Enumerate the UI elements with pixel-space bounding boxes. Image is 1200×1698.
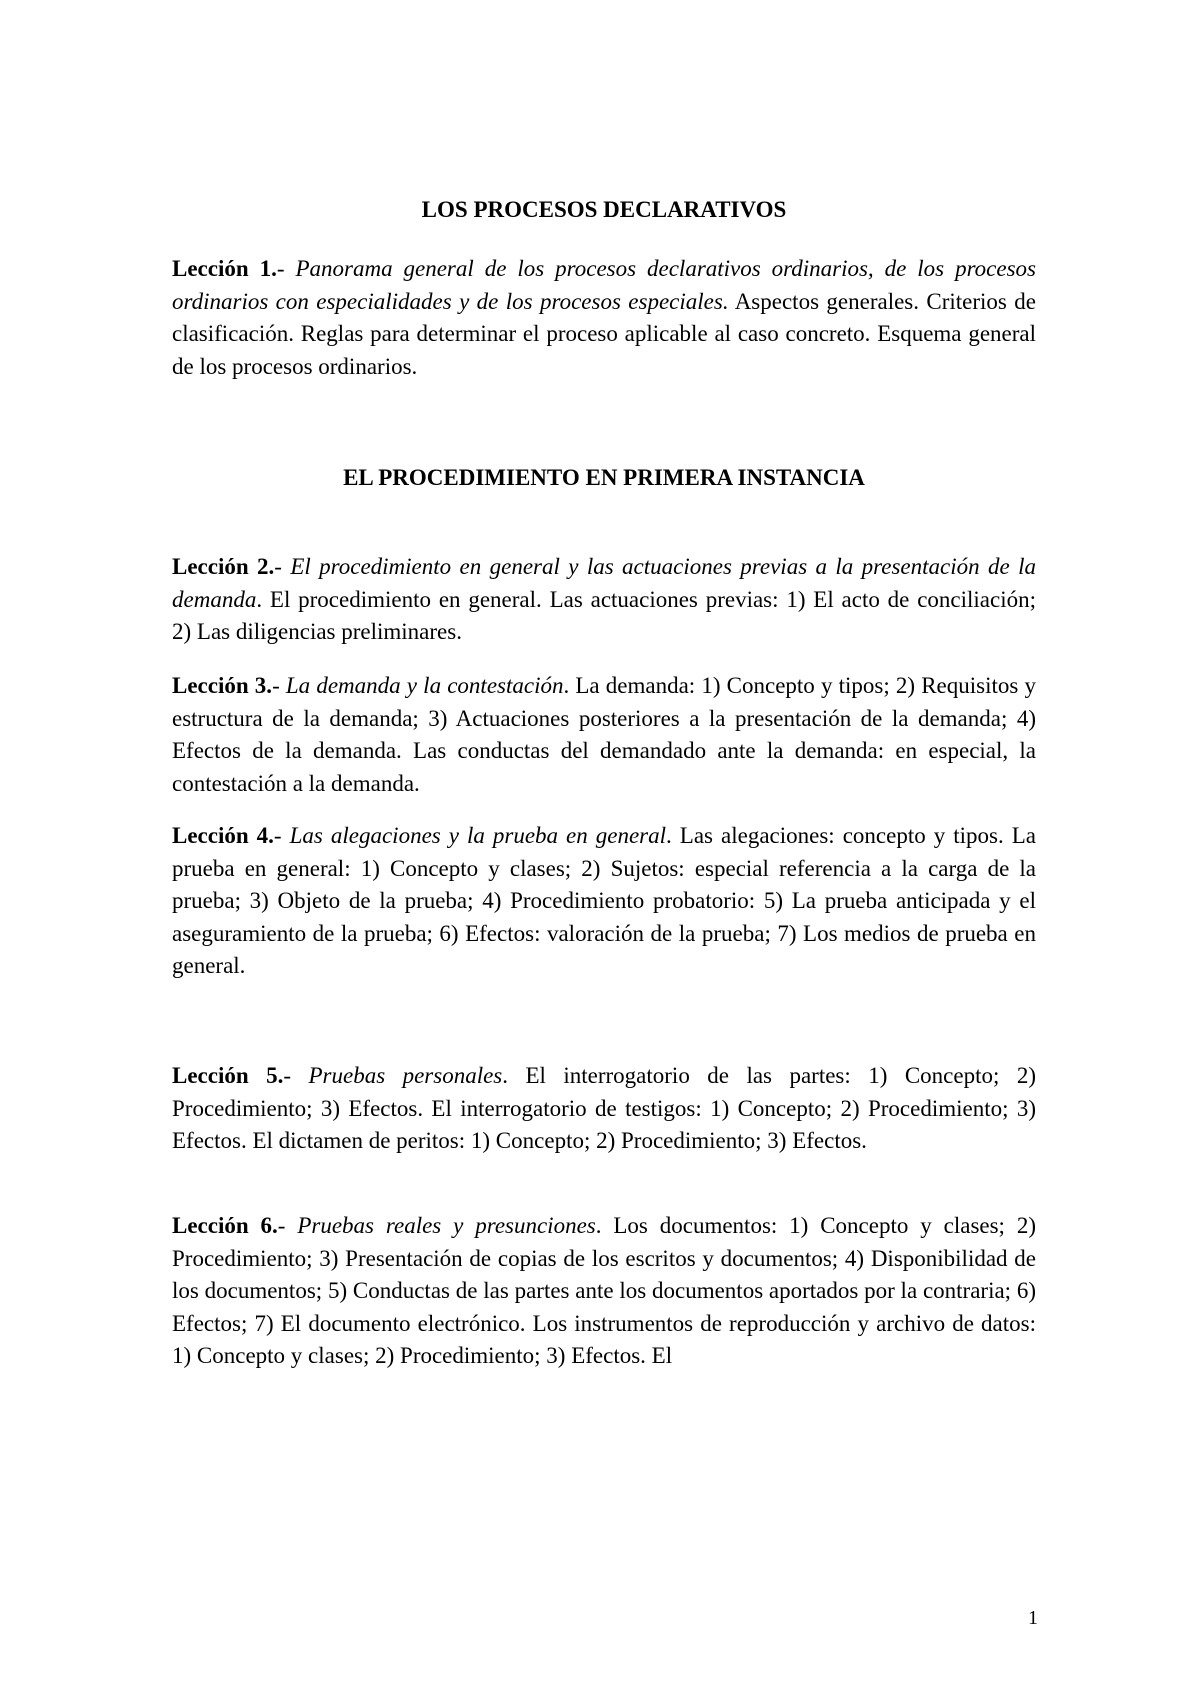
lesson-2-label: Lección 2. — [172, 554, 275, 579]
lesson-4-topic: Las alegaciones y la prueba en general — [289, 823, 667, 848]
lesson-2 — [172, 551, 1036, 649]
lesson-1-topic: Panorama general de los procesos declarativos ordinarios, de los procesos ordinarios con especialidades y de los procesos especiales. — [172, 256, 1036, 314]
lesson-6-body: . Los documentos: 1) Concepto y clases; 2) Procedimiento; 3) Presentación de copias de los escritos y documentos; 4) Disponibilidad de los documentos; 5) Conductas de las partes ante los documentos aportados por la contraria; 6) Efectos; 7) El documento electrónico. Los instrumentos de reproducción y archivo de datos: 1) Concepto y clases; 2) Procedimiento; 3) Efectos. El — [172, 1213, 1036, 1368]
lesson-3-body: . La demanda: 1) Concepto y tipos; 2) Requisitos y estructura de la demanda; 3) Actuaciones posteriores a la presentación de la demanda; 4) Efectos de la demanda. Las conductas del demandado ante la demanda: en especial, la contestación a la demanda. — [172, 673, 1036, 796]
lesson-5-topic: Pruebas personales — [308, 1063, 503, 1088]
lesson-2-dash: - — [274, 554, 291, 579]
lesson-5-dash: - — [283, 1063, 309, 1088]
lesson-5 — [172, 1060, 1036, 1158]
section-title: EL PROCEDIMIENTO EN PRIMERA INSTANCIA — [343, 465, 865, 490]
lesson-3 — [172, 670, 1036, 800]
lesson-5-label: Lección 5. — [172, 1063, 284, 1088]
lesson-3-label: Lección 3. — [172, 673, 273, 698]
page-number: 1 — [1028, 1607, 1038, 1629]
lesson-2-body: . El procedimiento en general. Las actuaciones previas: 1) El acto de conciliación; 2) Las diligencias preliminares. — [172, 586, 1036, 644]
lesson-1-dash: - — [276, 256, 296, 281]
lesson-4-dash: - — [273, 823, 290, 848]
lesson-1 — [172, 253, 1036, 383]
lesson-1-label: Lección 1. — [172, 256, 277, 281]
lesson-1-body: Aspectos generales. Criterios de clasificación. Reglas para determinar el proceso aplicable al caso concreto. Esquema general de los procesos ordinarios. — [172, 288, 1036, 379]
lesson-6-topic: Pruebas reales y presunciones — [297, 1213, 596, 1238]
lesson-3-topic: La demanda y la contestación — [285, 673, 564, 698]
lesson-6-label: Lección 6. — [172, 1213, 278, 1238]
lesson-4-label: Lección 4. — [172, 823, 274, 848]
lesson-4 — [172, 820, 1036, 983]
document-title: LOS PROCESOS DECLARATIVOS — [421, 197, 787, 222]
lesson-6-dash: - — [277, 1213, 298, 1238]
lesson-4-body: . Las alegaciones: concepto y tipos. La prueba en general: 1) Concepto y clases; 2) Sujetos: especial referencia a la carga de la prueba; 3) Objeto de la prueba; 4) Procedimiento probatorio: 5) La prueba anticipada y el aseguramiento de la prueba; 6) Efectos: valoración de la prueba; 7) Los medios de prueba en general. — [172, 823, 1036, 978]
lesson-6 — [172, 1210, 1036, 1373]
lesson-2-topic: El procedimiento en general y las actuaciones previas a la presentación de la demanda — [172, 554, 1036, 612]
lesson-5-body: . El interrogatorio de las partes: 1) Concepto; 2) Procedimiento; 3) Efectos. El interrogatorio de testigos: 1) Concepto; 2) Procedimiento; 3) Efectos. El dictamen de peritos: 1) Concepto; 2) Procedimiento; 3) Efectos. — [172, 1063, 1036, 1153]
lesson-3-dash: - — [272, 673, 286, 698]
